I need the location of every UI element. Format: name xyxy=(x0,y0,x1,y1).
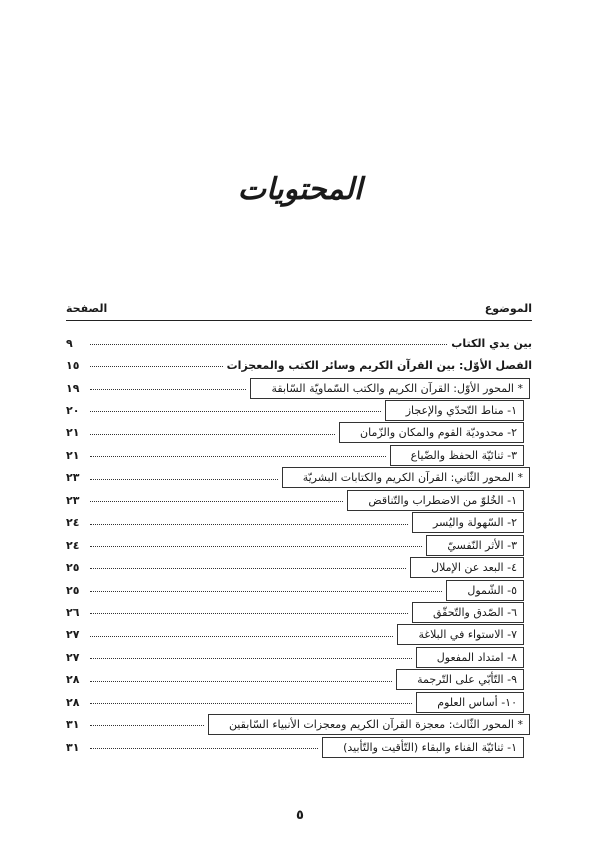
toc-entry xyxy=(66,512,532,534)
toc-entry xyxy=(66,713,532,735)
dot-leader xyxy=(90,399,381,412)
dot-leader xyxy=(90,354,223,367)
toc-entry-page: ٢٧ xyxy=(66,650,80,664)
toc-entry xyxy=(66,691,532,713)
toc-entry-page: ٢٧ xyxy=(66,628,80,642)
topic-column-header: الموضوع xyxy=(484,302,532,315)
toc-entry-label: * المحور الثّاني: القرآن الكريم والكتابات البشريّة xyxy=(282,467,530,488)
toc-entry-label: ٧- الاستواء في البلاغة xyxy=(397,624,524,645)
toc-entry-page: ٣١ xyxy=(66,740,80,754)
toc-entry-label: ١- الخُلوّ من الاضطراب والتّناقض xyxy=(347,490,524,511)
page-number: ٥ xyxy=(296,808,304,823)
toc-entry-label: ١- مناط التّحدّي والإعجاز xyxy=(385,400,524,421)
toc-entry xyxy=(66,354,532,376)
toc-entry xyxy=(66,736,532,758)
dot-leader xyxy=(90,713,204,726)
toc-entry-label: ٣- ثنائيّة الحفظ والضّياع xyxy=(390,445,524,466)
toc-entry xyxy=(66,624,532,646)
toc-entry xyxy=(66,601,532,623)
toc-entry xyxy=(66,556,532,578)
toc-entry-label: ٨- امتداد المفعول xyxy=(416,647,524,668)
dot-leader xyxy=(90,669,392,682)
toc-entry-page: ٢١ xyxy=(66,448,80,462)
dot-leader xyxy=(90,467,278,480)
toc-header xyxy=(66,300,532,321)
toc-entry-label: * المحور الثّالث: معجزة القرآن الكريم ومعجزات الأنبياء السّابقين xyxy=(208,714,530,735)
toc-entry-label: ٥- الشّمول xyxy=(446,580,524,601)
toc-entry-page: ٢٣ xyxy=(66,471,80,485)
dot-leader xyxy=(90,646,412,659)
toc-entry-label: * المحور الأوّل: القرآن الكريم والكتب السّماويّة السّابقة xyxy=(250,378,530,399)
dot-leader xyxy=(90,489,343,502)
page-column-header: الصفحة xyxy=(66,302,108,315)
toc-entry-page: ٢٤ xyxy=(66,538,80,552)
toc-entry-label: ٣- الأثر النّفسيّ xyxy=(426,535,524,556)
toc-entry-page: ٢٥ xyxy=(66,561,80,575)
toc-entry xyxy=(66,534,532,556)
toc-entry xyxy=(66,467,532,489)
toc-entry-page: ٢٥ xyxy=(66,583,80,597)
dot-leader xyxy=(90,601,408,614)
toc-entry-page: ٢٤ xyxy=(66,516,80,530)
dot-leader xyxy=(90,579,442,592)
toc-entry-page: ٩ xyxy=(66,336,73,350)
toc-entry-page: ١٥ xyxy=(66,359,80,373)
toc-entry-label: ٢- محدوديّة القوم والمكان والزّمان xyxy=(339,422,524,443)
page-title: المحتويات xyxy=(237,172,363,207)
toc-entry-page: ٢١ xyxy=(66,426,80,440)
toc-entry-page: ٢٨ xyxy=(66,695,80,709)
toc-entry xyxy=(66,444,532,466)
toc-entry-label: ٩- التّأبّي على التّرجمة xyxy=(396,669,524,690)
toc-entry-page: ١٩ xyxy=(66,381,80,395)
toc-entry-page: ٢٠ xyxy=(66,404,80,418)
dot-leader xyxy=(90,736,318,749)
dot-leader xyxy=(90,512,408,525)
toc-entry-label: ٢- السّهولة واليُسر xyxy=(412,512,524,533)
toc-entry-label: الفصل الأوّل: بين القرآن الكريم وسائر الكتب والمعجزات xyxy=(226,359,532,373)
toc-entry xyxy=(66,422,532,444)
toc-entry-label: ٦- الصّدق والتّحقّق xyxy=(412,602,524,623)
dot-leader xyxy=(90,377,246,390)
toc-entry xyxy=(66,579,532,601)
toc-entry-page: ٣١ xyxy=(66,718,80,732)
toc-entry-page: ٢٦ xyxy=(66,605,80,619)
table-of-contents xyxy=(66,332,532,758)
dot-leader xyxy=(90,556,406,569)
toc-entry xyxy=(66,399,532,421)
toc-entry xyxy=(66,669,532,691)
toc-entry xyxy=(66,332,532,354)
toc-entry-label: ٤- البعد عن الإملال xyxy=(410,557,524,578)
dot-leader xyxy=(90,444,386,457)
toc-entry-label: ١٠- أساس العلوم xyxy=(416,692,524,713)
toc-entry-label: بين يدي الكتاب xyxy=(451,336,532,350)
toc-entry-page: ٢٨ xyxy=(66,673,80,687)
toc-entry-page: ٢٣ xyxy=(66,493,80,507)
dot-leader xyxy=(90,422,335,435)
dot-leader xyxy=(90,332,447,345)
toc-entry xyxy=(66,489,532,511)
dot-leader xyxy=(90,691,412,704)
dot-leader xyxy=(90,624,393,637)
toc-entry xyxy=(66,377,532,399)
dot-leader xyxy=(90,534,422,547)
toc-entry xyxy=(66,646,532,668)
toc-entry-label: ١- ثنائيّة الفناء والبقاء (التّأقيت والتّأبيد) xyxy=(322,737,524,758)
